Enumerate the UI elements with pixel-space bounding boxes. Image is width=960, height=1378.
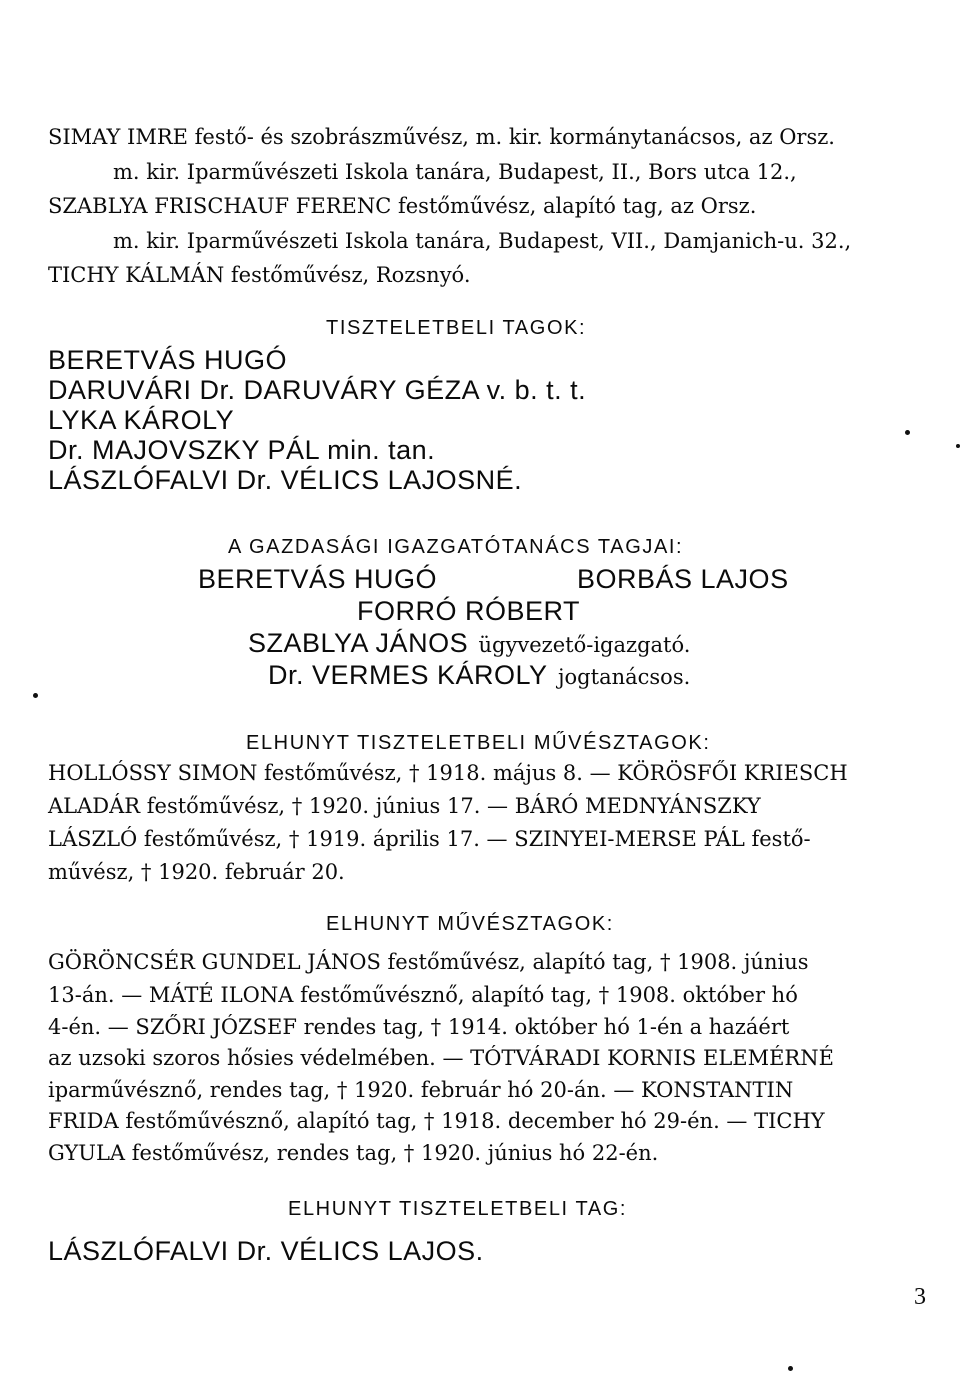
board-name-4: SZABLYA JÁNOS <box>248 628 469 658</box>
deceased-artists-line-2: 13-án. — MÁTÉ ILONA festőművésznő, alapító tag, † 1908. október hó <box>48 983 798 1007</box>
deceased-honorary-artists-line-3: LÁSZLÓ festőművész, † 1919. április 17. — SZINYEI-MERSE PÁL festő- <box>48 827 811 851</box>
board-role-5: jogtanácsos. <box>558 665 691 689</box>
deceased-artists-line-5: iparművésznő, rendes tag, † 1920. február hó 20-án. — KONSTANTIN <box>48 1078 794 1102</box>
member-line-3: SZABLYA FRISCHAUF FERENC festőművész, alapító tag, az Orsz. <box>48 194 757 218</box>
deceased-honorary-artists-line-2: ALADÁR festőművész, † 1920. június 17. — BÁRÓ MEDNYÁNSZKY <box>48 794 761 818</box>
honorary-item-1: BERETVÁS HUGÓ <box>48 345 288 375</box>
deceased-honorary-artists-heading: ELHUNYT TISZTELETBELI MŰVÉSZTAGOK: <box>246 732 711 754</box>
print-speck <box>905 430 910 435</box>
board-member-4 <box>248 630 690 657</box>
deceased-artists-heading: ELHUNYT MŰVÉSZTAGOK: <box>326 913 614 935</box>
honorary-item-2: DARUVÁRI Dr. DARUVÁRY GÉZA v. b. t. t. <box>48 375 587 405</box>
board-name-3: FORRÓ RÓBERT <box>357 596 581 626</box>
board-role-4: ügyvezető-igazgató. <box>478 633 691 657</box>
board-name-5: Dr. VERMES KÁROLY <box>268 660 548 690</box>
honorary-item-3: LYKA KÁROLY <box>48 405 235 435</box>
deceased-honorary-artists-line-1: HOLLÓSSY SIMON festőművész, † 1918. május 8. — KÖRÖSFŐI KRIESCH <box>48 761 848 785</box>
member-line-5: TICHY KÁLMÁN festőművész, Rozsnyó. <box>48 263 471 287</box>
honorary-item-4: Dr. MAJOVSZKY PÁL min. tan. <box>48 435 436 465</box>
member-line-1: SIMAY IMRE festő- és szobrászművész, m. kir. kormánytanácsos, az Orsz. <box>48 125 835 149</box>
deceased-artists-line-7: GYULA festőművész, rendes tag, † 1920. június hó 22-én. <box>48 1141 659 1165</box>
board-member-5 <box>268 662 690 689</box>
board-heading: A GAZDASÁGI IGAZGATÓTANÁCS TAGJAI: <box>228 536 684 558</box>
deceased-artists-line-1: GÖRÖNCSÉR GUNDEL JÁNOS festőművész, alapító tag, † 1908. június <box>48 950 809 974</box>
member-line-2: m. kir. Iparművészeti Iskola tanára, Budapest, II., Bors utca 12., <box>113 160 797 184</box>
deceased-artists-line-4: az uzsoki szoros hősies védelmében. — TÓTVÁRADI KORNIS ELEMÉRNÉ <box>48 1046 834 1070</box>
member-line-4: m. kir. Iparművészeti Iskola tanára, Budapest, VII., Damjanich-u. 32., <box>113 229 852 253</box>
deceased-artists-line-6: FRIDA festőművésznő, alapító tag, † 1918. december hó 29-én. — TICHY <box>48 1109 825 1133</box>
print-speck <box>788 1366 793 1371</box>
page-number: 3 <box>914 1284 926 1310</box>
deceased-honorary-artists-line-4: művész, † 1920. február 20. <box>48 860 345 884</box>
deceased-honorary-heading: ELHUNYT TISZTELETBELI TAG: <box>288 1198 628 1220</box>
print-speck <box>33 693 38 698</box>
honorary-heading: TISZTELETBELI TAGOK: <box>326 317 587 339</box>
board-name-1: BERETVÁS HUGÓ <box>198 564 438 594</box>
honorary-item-5: LÁSZLÓFALVI Dr. VÉLICS LAJOSNÉ. <box>48 465 523 495</box>
print-speck <box>956 444 960 448</box>
deceased-honorary-name: LÁSZLÓFALVI Dr. VÉLICS LAJOS. <box>48 1236 484 1266</box>
board-name-2: BORBÁS LAJOS <box>577 564 789 594</box>
deceased-artists-line-3: 4-én. — SZŐRI JÓZSEF rendes tag, † 1914. október hó 1-én a hazáért <box>48 1015 790 1039</box>
